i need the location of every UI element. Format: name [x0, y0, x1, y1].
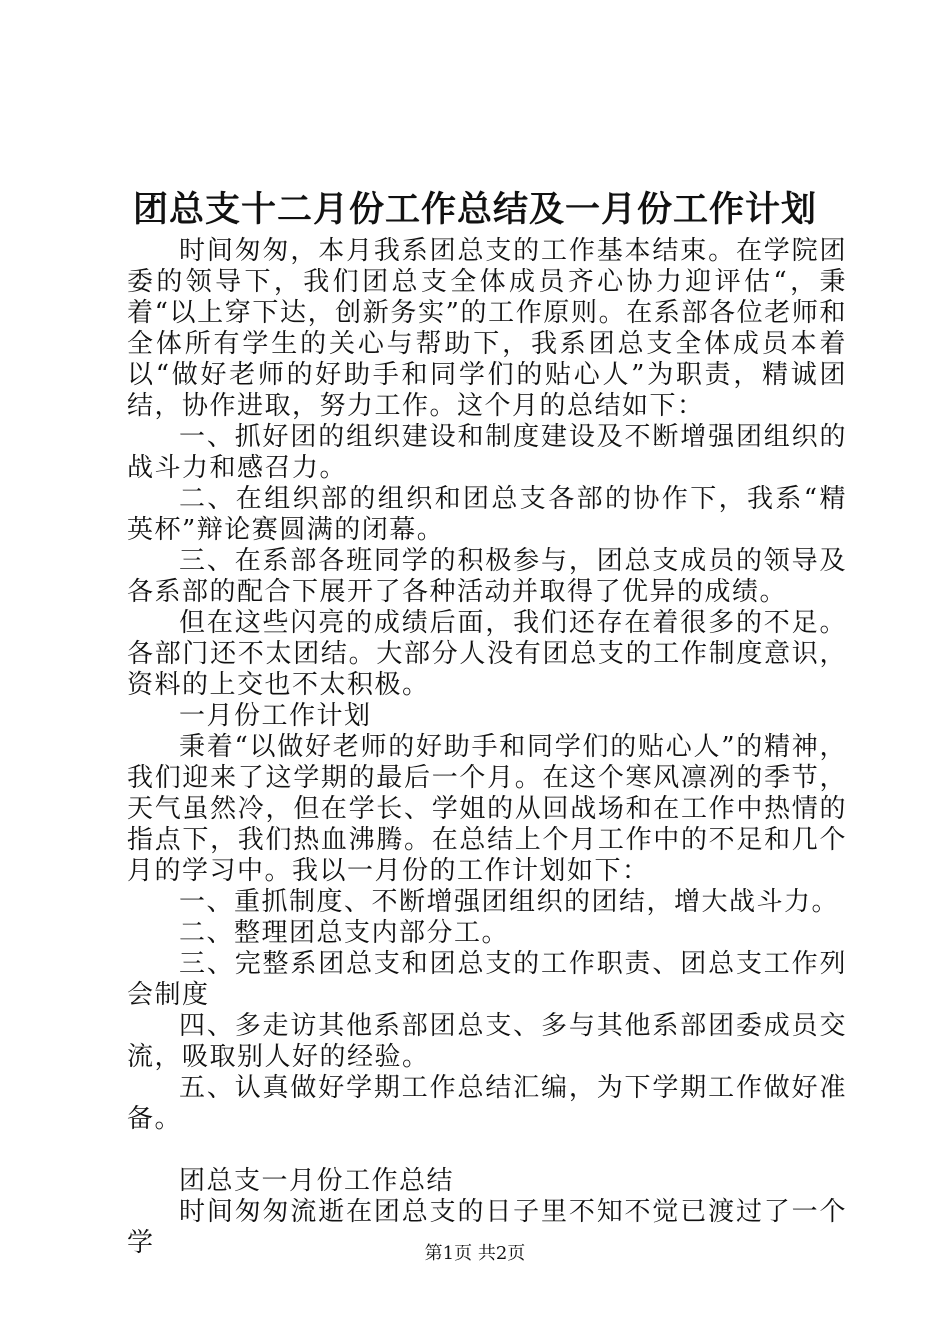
page-number-footer: 第1页 共2页 — [424, 1243, 526, 1264]
plan-heading: 一月份工作计划 — [179, 701, 372, 731]
paragraph-intro: 时间匆匆，本月我系团总支的工作基本结束。在学院团委的领导下，我们团总支全体成员齐心协力迎评估“，秉着“以上穿下达，创新务实”的工作原则。在系部各位老师和全体所有学生的关心与帮助下，我系团总支全体成员本着以“做好老师的好助手和同学们的贴心人”为职责，精诚团结，协作进取，努力工作。这个月的总结如下： — [127, 236, 847, 421]
paragraph-plan-intro: 秉着“以做好老师的好助手和同学们的贴心人”的精神，我们迎来了这学期的最后一个月。在这个寒风凛冽的季节，天气虽然冷，但在学长、学姐的从回战场和在工作中热情的指点下，我们热血沸腾。在总结上个月工作中的不足和几个月的学习中。我以一月份的工作计划如下： — [127, 732, 847, 886]
document-body — [127, 236, 847, 1259]
blank-line — [127, 1135, 847, 1166]
plan-item-3: 三、完整系团总支和团总支的工作职责、团总支工作列会制度 — [127, 949, 847, 1010]
document-title: 团总支十二月份工作总结及一月份工作计划 — [132, 189, 817, 230]
plan-item-1: 一、重抓制度、不断增强团组织的团结，增大战斗力。 — [179, 887, 840, 917]
paragraph-shortcomings: 但在这些闪亮的成绩后面，我们还存在着很多的不足。各部门还不太团结。大部分人没有团总支的工作制度意识，资料的上交也不太积极。 — [127, 608, 847, 700]
paragraph-item-3: 三、在系部各班同学的积极参与，团总支成员的领导及各系部的配合下展开了各种活动并取得了优异的成绩。 — [127, 546, 847, 607]
section2-heading: 团总支一月份工作总结 — [179, 1166, 455, 1196]
plan-item-2: 二、整理团总支内部分工。 — [179, 918, 510, 948]
paragraph-item-1: 一、抓好团的组织建设和制度建设及不断增强团组织的战斗力和感召力。 — [127, 422, 847, 483]
plan-item-4: 四、多走访其他系部团总支、多与其他系部团委成员交流，吸取别人好的经验。 — [127, 1011, 847, 1072]
paragraph-item-2: 二、在组织部的组织和团总支各部的协作下，我系“精英杯”辩论赛圆满的闭幕。 — [127, 484, 847, 545]
section2-first-line: 时间匆匆流逝在团总支的日子里不知不觉已渡过了一个学 — [127, 1197, 847, 1258]
plan-item-5: 五、认真做好学期工作总结汇编，为下学期工作做好准备。 — [127, 1073, 847, 1134]
